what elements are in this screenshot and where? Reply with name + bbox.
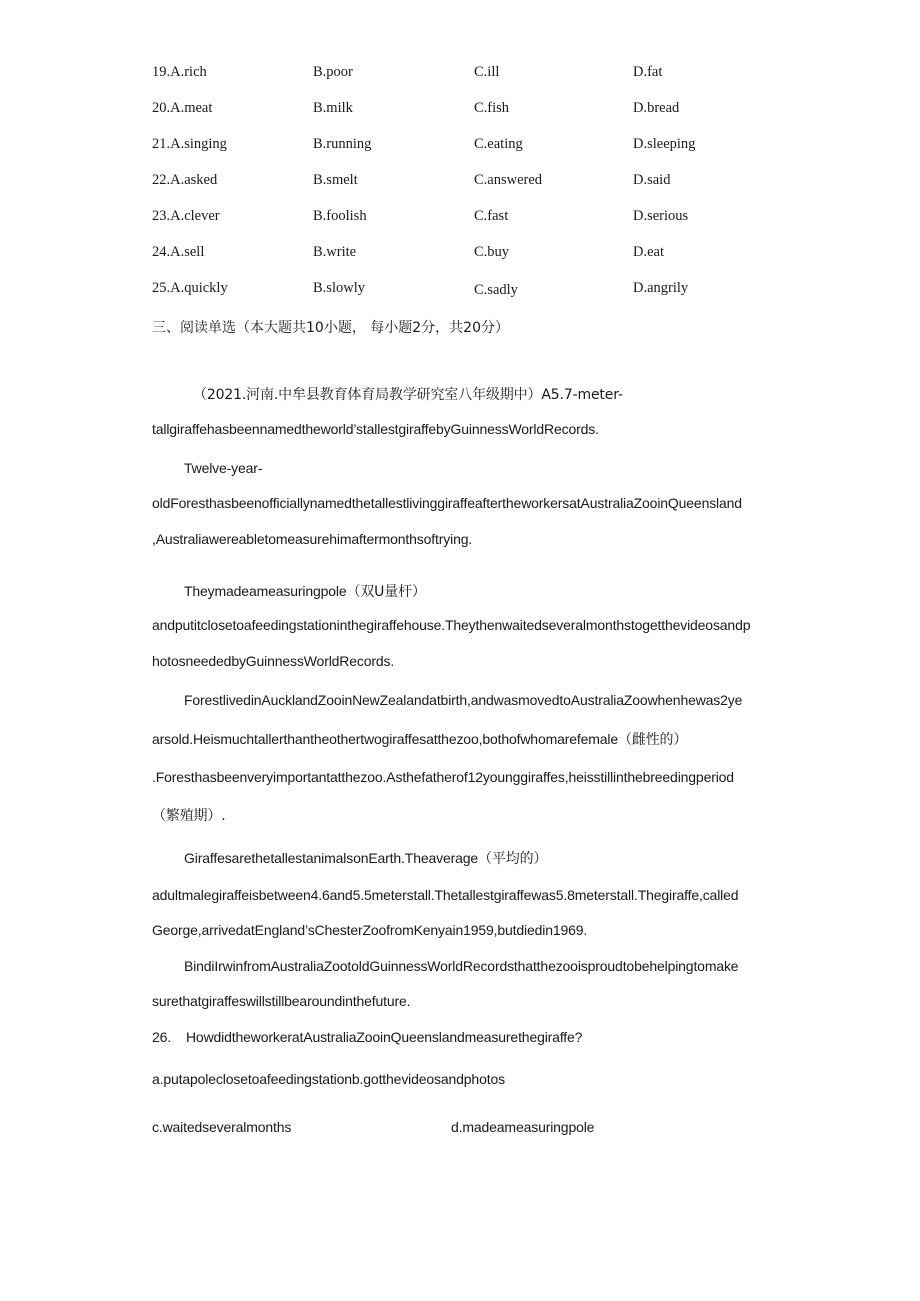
- option-a: 22.A.asked: [152, 172, 218, 188]
- option-b: B.milk: [313, 100, 353, 116]
- question-option-c: c.waitedseveralmonths: [152, 1119, 292, 1135]
- passage-line: oldForesthasbeenofficiallynamedthetallestlivinggiraffeaftertheworkersatAustraliaZooinQueensland: [152, 495, 742, 511]
- section-title: 三、阅读单选（本大题共10小题， 每小题2分，共20分）: [152, 320, 509, 336]
- option-row-24: [152, 244, 772, 264]
- option-c: C.answered: [474, 172, 543, 188]
- passage-line: ForestlivedinAucklandZooinNewZealandatbirth,andwasmovedtoAustraliaZoowhenhewas2ye: [184, 692, 743, 708]
- option-c: C.buy: [474, 244, 510, 260]
- option-c: C.fish: [474, 100, 510, 116]
- gloss-text: （双U量杆）: [346, 584, 426, 600]
- passage-line: [152, 729, 687, 749]
- option-b: B.smelt: [313, 172, 358, 188]
- option-b: B.poor: [313, 64, 353, 80]
- option-a: 24.A.sell: [152, 244, 205, 260]
- passage-text: arsold.Heismuchtallerthantheothertwogiraffesatthezoo,bothofwhomarefemale: [152, 731, 618, 747]
- option-c: C.ill: [474, 64, 500, 80]
- gloss-text: （平均的）: [478, 851, 548, 867]
- passage-text: GiraffesarethetallestanimalsonEarth.Theaverage: [184, 850, 479, 866]
- gloss-text: （雌性的）: [618, 732, 688, 748]
- question-options-ab: a.putapoleclosetoafeedingstationb.gotthevideosandphotos: [152, 1071, 505, 1087]
- option-d: D.bread: [633, 100, 680, 116]
- passage-line: adultmalegiraffeisbetween4.6and5.5meterstall.Thetallestgiraffewas5.8meterstall.Thegiraffe,called: [152, 887, 739, 903]
- passage-text: Theymadeameasuringpole: [184, 583, 347, 599]
- option-b: B.write: [313, 244, 357, 260]
- passage-line: [184, 848, 547, 868]
- option-b: B.running: [313, 136, 372, 152]
- option-d: D.fat: [633, 64, 663, 80]
- option-a: 25.A.quickly: [152, 280, 228, 296]
- passage-line: [184, 581, 426, 601]
- option-a: 23.A.clever: [152, 208, 220, 224]
- passage-line: George,arrivedatEngland’sChesterZoofromKenyain1959,butdiedin1969.: [152, 922, 588, 938]
- option-a: 20.A.meat: [152, 100, 213, 116]
- option-a: 21.A.singing: [152, 136, 227, 152]
- option-c: C.eating: [474, 136, 523, 152]
- passage-source-line: （2021.河南.中牟县教育体育局教学研究室八年级期中）A5.7-meter-: [193, 387, 623, 403]
- passage-line: （繁殖期）.: [152, 808, 226, 824]
- option-d: D.said: [633, 172, 671, 188]
- passage-line: BindiIrwinfromAustraliaZootoldGuinnessWorldRecordsthatthezooisproudtobehelpingtomake: [184, 958, 739, 974]
- option-b: B.foolish: [313, 208, 367, 224]
- option-row-23: [152, 208, 772, 228]
- option-row-20: [152, 100, 772, 120]
- question-option-d: d.madeameasuringpole: [451, 1119, 595, 1135]
- option-row-22: [152, 172, 772, 192]
- passage-line: tallgiraffehasbeennamedtheworld’stallestgiraffebyGuinnessWorldRecords.: [152, 421, 599, 437]
- passage-line: surethatgiraffeswillstillbearoundinthefuture.: [152, 993, 411, 1009]
- passage-line: .Foresthasbeenveryimportantatthezoo.Asthefatherof12younggiraffes,heisstillinthebreedingperiod: [152, 769, 734, 785]
- passage-line: ,Australiawereabletomeasurehimaftermonthsoftrying.: [152, 531, 473, 547]
- passage-line: hotosneededbyGuinnessWorldRecords.: [152, 653, 395, 669]
- option-d: D.eat: [633, 244, 664, 260]
- question-stem: 26. HowdidtheworkeratAustraliaZooinQueenslandmeasurethegiraffe?: [152, 1029, 583, 1045]
- option-d: D.sleeping: [633, 136, 696, 152]
- option-c: C.fast: [474, 208, 509, 224]
- option-d: D.angrily: [633, 280, 689, 296]
- option-row-25: [152, 280, 772, 300]
- option-row-19: [152, 64, 772, 84]
- option-d: D.serious: [633, 208, 689, 224]
- passage-line: andputitclosetoafeedingstationinthegiraffehouse.Theythenwaitedseveralmonthstogetthevideosandp: [152, 617, 751, 633]
- option-a: 19.A.rich: [152, 64, 207, 80]
- option-row-21: [152, 136, 772, 156]
- option-b: B.slowly: [313, 280, 365, 296]
- option-c: C.sadly: [474, 282, 518, 298]
- passage-line: Twelve-year-: [184, 460, 263, 476]
